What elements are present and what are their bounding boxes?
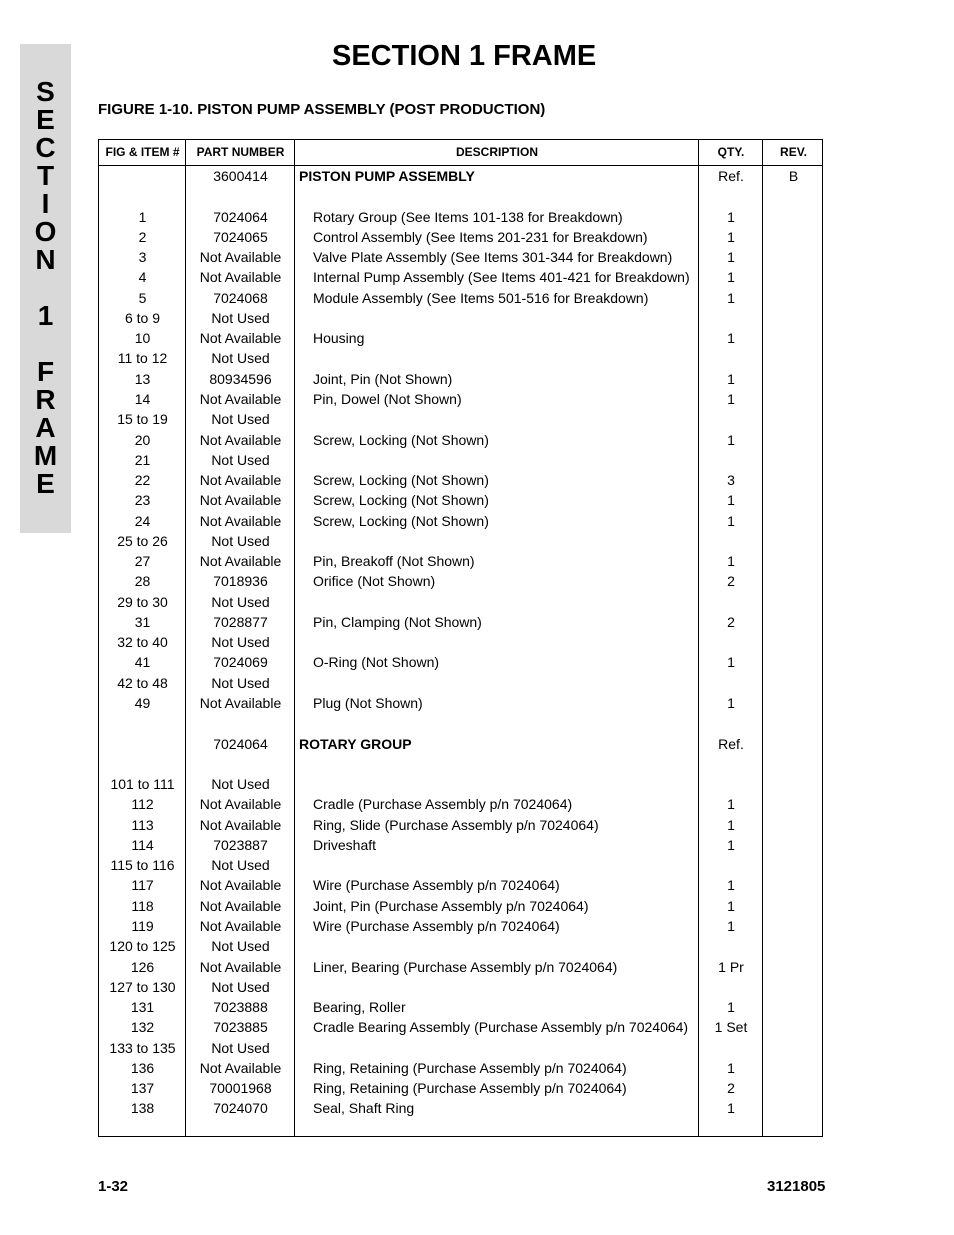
row-part-number: 7024070 [213, 1100, 268, 1117]
row-description: Plug (Not Shown) [313, 695, 423, 712]
table-row [99, 957, 824, 977]
header-description: DESCRIPTION [455, 145, 538, 159]
row-fig-item: 24 [134, 512, 151, 529]
row-description: Pin, Dowel (Not Shown) [313, 390, 462, 407]
row-qty: Ref. [718, 735, 744, 752]
side-tab-letter: A [35, 412, 56, 443]
row-qty: 1 [727, 208, 735, 225]
row-qty: 1 [727, 1059, 735, 1076]
row-part-number: 80934596 [209, 370, 272, 387]
row-qty: 1 [727, 553, 735, 570]
row-part-number: Not Available [199, 472, 282, 489]
row-description: Cradle Bearing Assembly (Purchase Assembly p/n 7024064) [313, 1019, 689, 1036]
row-fig-item: 119 [131, 917, 154, 934]
row-fig-item: 13 [134, 370, 151, 387]
side-tab-letter: M [33, 440, 58, 471]
table-row [99, 166, 824, 186]
row-fig-item: 120 to 125 [109, 938, 176, 955]
row-fig-item: 101 to 111 [110, 776, 175, 793]
table-row [99, 186, 824, 206]
row-part-number: Not Available [199, 796, 282, 813]
row-fig-item: 114 [131, 836, 154, 853]
row-fig-item: 113 [131, 816, 154, 833]
row-fig-item: 115 to 116 [110, 857, 175, 874]
table-row [99, 875, 824, 895]
row-qty: 1 [727, 877, 735, 894]
row-description: O-Ring (Not Shown) [313, 654, 440, 671]
row-fig-item: 112 [131, 796, 154, 813]
row-qty: 1 Set [714, 1019, 748, 1036]
table-row [99, 267, 824, 287]
table-row [99, 1098, 824, 1118]
row-part-number: 3600414 [213, 168, 268, 184]
row-part-number: Not Available [199, 492, 282, 509]
row-part-number: Not Available [199, 816, 282, 833]
table-row [99, 288, 824, 308]
row-part-number: 7028877 [213, 613, 268, 630]
row-qty: 1 [727, 695, 735, 712]
row-part-number: Not Available [199, 1059, 282, 1076]
row-fig-item: 136 [130, 1059, 155, 1076]
side-tab-letter: N [35, 244, 56, 275]
page-title: SECTION 1 FRAME [332, 40, 597, 72]
table-row [99, 815, 824, 835]
table-row [99, 896, 824, 916]
row-fig-item: 25 to 26 [117, 532, 168, 549]
row-fig-item: 6 to 9 [124, 309, 161, 326]
table-row [99, 328, 824, 348]
row-part-number: Not Available [199, 958, 282, 975]
row-description: Seal, Shaft Ring [313, 1100, 415, 1117]
table-row [99, 916, 824, 936]
row-fig-item: 15 to 19 [117, 411, 168, 428]
table-row [99, 531, 824, 551]
row-fig-item: 42 to 48 [117, 674, 168, 691]
row-qty: 1 [727, 897, 735, 914]
side-tab-letter: 1 [37, 300, 54, 331]
table-row [99, 835, 824, 855]
row-description: Pin, Breakoff (Not Shown) [313, 553, 475, 570]
row-fig-item: 22 [134, 472, 151, 489]
table-row [99, 207, 824, 227]
row-fig-item: 14 [134, 390, 151, 407]
row-qty: 1 [727, 330, 735, 347]
row-fig-item: 20 [134, 431, 151, 448]
row-part-number: Not Used [211, 593, 270, 610]
row-part-number: 7024064 [213, 735, 268, 752]
row-fig-item: 41 [134, 654, 151, 671]
row-qty: 2 [727, 613, 735, 630]
row-fig-item: 10 [134, 330, 151, 347]
table-row [99, 571, 824, 591]
row-fig-item: 132 [130, 1019, 155, 1036]
side-tab-letter: T [36, 160, 55, 191]
row-part-number: Not Used [211, 451, 270, 468]
row-description: Module Assembly (See Items 501-516 for Breakdown) [313, 289, 649, 306]
row-fig-item: 5 [138, 289, 147, 306]
side-tab-letter: I [41, 188, 50, 219]
row-fig-item: 138 [130, 1100, 155, 1117]
row-description: Ring, Slide (Purchase Assembly p/n 7024064) [313, 816, 599, 833]
table-row [99, 774, 824, 794]
table-row [99, 693, 824, 713]
row-fig-item: 23 [134, 492, 151, 509]
row-qty: 1 Pr [718, 958, 744, 975]
table-row [99, 754, 824, 774]
row-fig-item: 49 [134, 695, 151, 712]
section-side-tab [20, 44, 71, 533]
row-qty: 2 [727, 1080, 735, 1097]
table-row [99, 430, 824, 450]
row-part-number: Not Available [199, 877, 282, 894]
header-rev: REV. [780, 145, 807, 159]
row-qty: 1 [727, 999, 735, 1016]
row-part-number: 7024065 [213, 228, 268, 245]
row-part-number: 7023888 [213, 999, 268, 1016]
side-tab-letter: E [36, 468, 55, 499]
row-part-number: Not Available [199, 553, 282, 570]
table-row [99, 247, 824, 267]
row-part-number: 7024064 [213, 208, 268, 225]
row-fig-item: 131 [130, 999, 155, 1016]
row-description: Driveshaft [313, 836, 377, 853]
table-row [99, 734, 824, 754]
row-description: Control Assembly (See Items 201-231 for Breakdown) [313, 228, 648, 245]
row-fig-item: 127 to 130 [109, 978, 176, 995]
table-row [99, 997, 824, 1017]
side-tab-letter: S [36, 76, 55, 107]
row-description: Screw, Locking (Not Shown) [313, 492, 489, 509]
row-description: Screw, Locking (Not Shown) [313, 431, 489, 448]
row-part-number: 7024069 [213, 654, 268, 671]
row-fig-item: 28 [134, 573, 151, 590]
figure-title: FIGURE 1-10. PISTON PUMP ASSEMBLY (POST PRODUCTION) [98, 101, 546, 118]
row-fig-item: 4 [138, 269, 147, 286]
row-part-number: 7023885 [213, 1019, 268, 1036]
table-row [99, 470, 824, 490]
document-number: 3121805 [767, 1178, 826, 1195]
row-fig-item: 32 to 40 [117, 634, 168, 651]
row-description: Screw, Locking (Not Shown) [313, 512, 489, 529]
row-qty: 1 [727, 917, 735, 934]
row-qty: 2 [727, 573, 735, 590]
row-description: Housing [313, 330, 365, 347]
row-part-number: Not Used [211, 776, 270, 793]
row-qty: 1 [727, 289, 735, 306]
side-tab-letter: E [36, 104, 55, 135]
row-qty: 1 [727, 269, 735, 286]
row-fig-item: 11 to 12 [117, 350, 168, 367]
row-part-number: Not Available [199, 249, 282, 266]
table-row [99, 490, 824, 510]
page-number: 1-32 [98, 1178, 129, 1195]
row-qty: 1 [727, 796, 735, 813]
row-description: ROTARY GROUP [299, 735, 412, 752]
row-part-number: Not Used [211, 350, 270, 367]
parts-table [98, 139, 823, 1137]
table-row [99, 713, 824, 733]
row-qty: 1 [727, 370, 735, 387]
row-description: Screw, Locking (Not Shown) [313, 472, 489, 489]
row-qty: 1 [727, 431, 735, 448]
row-description: Wire (Purchase Assembly p/n 7024064) [313, 917, 560, 934]
table-row [99, 450, 824, 470]
table-row [99, 227, 824, 247]
row-qty: 3 [727, 472, 735, 489]
row-description: Valve Plate Assembly (See Items 301-344 for Breakdown) [313, 249, 673, 266]
row-qty: 1 [727, 390, 735, 407]
row-description: Internal Pump Assembly (See Items 401-421 for Breakdown) [313, 269, 690, 286]
table-row [99, 673, 824, 693]
side-tab-letter: R [35, 384, 56, 415]
row-part-number: 70001968 [209, 1080, 272, 1097]
side-tab-letter: O [34, 216, 57, 247]
header-part-number: PART NUMBER [196, 145, 285, 159]
table-row [99, 1058, 824, 1078]
row-description: Ring, Retaining (Purchase Assembly p/n 7024064) [313, 1059, 627, 1076]
row-fig-item: 29 to 30 [117, 593, 168, 610]
row-fig-item: 118 [131, 897, 154, 914]
row-fig-item: 137 [130, 1080, 155, 1097]
row-fig-item: 31 [134, 613, 151, 630]
row-qty: 1 [727, 654, 735, 671]
row-part-number: Not Used [211, 309, 270, 326]
row-part-number: Not Available [199, 269, 282, 286]
table-row [99, 551, 824, 571]
row-description: Pin, Clamping (Not Shown) [313, 613, 482, 630]
row-fig-item: 1 [138, 208, 147, 225]
header-qty: QTY. [717, 145, 745, 159]
header-fig-item: FIG & ITEM # [105, 145, 180, 159]
row-description: Wire (Purchase Assembly p/n 7024064) [313, 877, 560, 894]
table-row [99, 348, 824, 368]
row-description: Orifice (Not Shown) [313, 573, 436, 590]
row-qty: 1 [727, 249, 735, 266]
table-row [99, 1078, 824, 1098]
table-row [99, 936, 824, 956]
row-part-number: Not Available [199, 917, 282, 934]
side-tab-letter: F [36, 356, 55, 387]
row-part-number: 7024068 [213, 289, 268, 306]
row-qty: 1 [727, 512, 735, 529]
table-row [99, 511, 824, 531]
row-qty: 1 [727, 492, 735, 509]
row-part-number: 7018936 [213, 573, 268, 590]
table-row [99, 977, 824, 997]
row-part-number: Not Available [199, 330, 282, 347]
row-part-number: Not Available [199, 390, 282, 407]
row-part-number: Not Used [211, 857, 270, 874]
row-part-number: Not Available [199, 897, 282, 914]
table-row [99, 794, 824, 814]
row-fig-item: 2 [138, 228, 147, 245]
table-row [99, 855, 824, 875]
row-description: Liner, Bearing (Purchase Assembly p/n 7024064) [313, 958, 618, 975]
side-tab-letter: C [35, 132, 56, 163]
row-fig-item: 117 [131, 877, 154, 894]
row-description: PISTON PUMP ASSEMBLY [299, 168, 475, 184]
row-part-number: Not Used [211, 634, 270, 651]
row-qty: 1 [727, 816, 735, 833]
row-qty: 1 [727, 836, 735, 853]
row-description: Joint, Pin (Not Shown) [313, 370, 453, 387]
row-fig-item: 27 [134, 553, 151, 570]
row-rev: B [788, 168, 799, 184]
row-part-number: Not Used [211, 532, 270, 549]
row-description: Ring, Retaining (Purchase Assembly p/n 7024064) [313, 1080, 627, 1097]
row-qty: 1 [727, 228, 735, 245]
row-part-number: Not Available [199, 512, 282, 529]
row-fig-item: 21 [134, 451, 151, 468]
row-part-number: Not Used [211, 938, 270, 955]
row-qty: Ref. [718, 168, 744, 184]
row-fig-item: 133 to 135 [109, 1039, 176, 1056]
row-description: Bearing, Roller [313, 999, 406, 1016]
table-row [99, 369, 824, 389]
table-row [99, 409, 824, 429]
row-description: Joint, Pin (Purchase Assembly p/n 7024064) [313, 897, 589, 914]
row-part-number: Not Used [211, 1039, 270, 1056]
table-row [99, 652, 824, 672]
table-row [99, 592, 824, 612]
row-part-number: Not Available [199, 695, 282, 712]
row-part-number: Not Used [211, 411, 270, 428]
table-row [99, 612, 824, 632]
table-row [99, 632, 824, 652]
row-part-number: Not Used [211, 978, 270, 995]
row-description: Cradle (Purchase Assembly p/n 7024064) [313, 796, 573, 813]
table-row [99, 389, 824, 409]
row-fig-item: 126 [130, 958, 155, 975]
row-qty: 1 [727, 1100, 735, 1117]
row-part-number: Not Available [199, 431, 282, 448]
table-row [99, 1038, 824, 1058]
table-row [99, 1017, 824, 1037]
row-part-number: 7023887 [213, 836, 268, 853]
row-fig-item: 3 [138, 249, 147, 266]
row-description: Rotary Group (See Items 101-138 for Breakdown) [313, 208, 623, 225]
table-row [99, 308, 824, 328]
row-part-number: Not Used [211, 674, 270, 691]
